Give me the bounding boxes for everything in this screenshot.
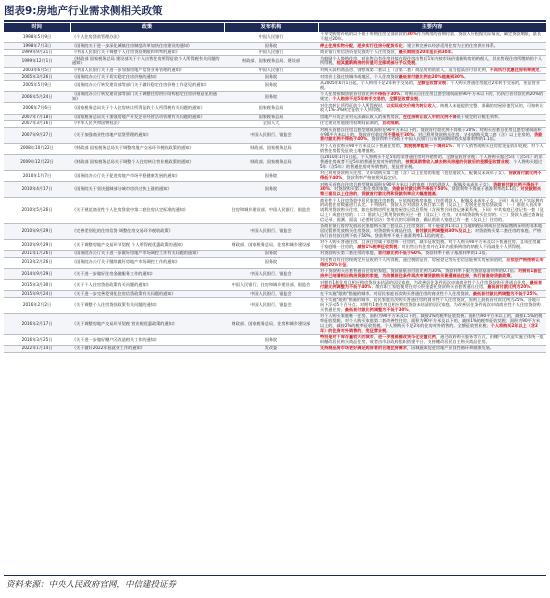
cell-content xyxy=(318,32,546,43)
cell-policy: 《中华人民共和国物权法》 xyxy=(70,121,224,128)
cell-policy: 《关于调整房地产交易环节契税 个人所得税优惠政策的通知》 xyxy=(70,239,224,250)
cell-org: 发改委 xyxy=(224,346,318,353)
cell-org: 财政部、国家税务总局、建设部 xyxy=(224,56,318,67)
policy-table-header xyxy=(4,23,546,32)
cell-org: 中国人民银行 xyxy=(224,32,318,43)
cell-org: 中国人民银行、银监会 xyxy=(224,127,318,143)
content-text: 对购买首套自住房且套型建筑面积在90平方米以下的，贷款首付款比例不得低于20%；对购买首套自住房且套型建筑面积在90平方米以上的，贷款首付款比例 xyxy=(320,127,542,137)
highlight-text: 不得低于30% xyxy=(373,91,401,97)
source-note: 资料来源：中央人民政府官网，中信建投证券 xyxy=(6,580,177,590)
content-text: ，贷款利率严格按照风险定价。 xyxy=(342,175,401,181)
cell-policy: 《国务院办公厅关于进一步做好房地产市场调控工作有关问题的通知》 xyxy=(70,251,224,258)
highlight-text: 应依法严格按转让所得的20%计征 xyxy=(320,257,544,267)
table-row xyxy=(4,127,546,143)
cell-policy: 《国务院关于坚决遏制部分城市房价过快上涨的通知》 xyxy=(70,182,224,198)
header-policy: 政策 xyxy=(70,23,224,32)
cell-content xyxy=(318,91,546,102)
content-text: ；对购买自住住房且套型建筑面积90平方米以下的，仍执行首付款比例20%的规定； xyxy=(320,91,544,102)
policy-table-body xyxy=(4,32,546,352)
content-text: 对个人购买普通住房，且该住房属于家庭唯一住房的，减半征收契税。对个人购买90平方米及以下普通住房，且该住房属于家庭唯一住房的， xyxy=(320,239,541,249)
table-row xyxy=(4,80,546,91)
highlight-text: 视其重新购房的价值可全部或部分予以免税 xyxy=(336,60,416,66)
cell-time: 2016年2月2日 xyxy=(4,298,70,314)
cell-time: 1998年7月3日 xyxy=(4,43,70,50)
table-row xyxy=(4,268,546,279)
cell-policy: 《关于个人住房贷款政策有关问题的通知》 xyxy=(70,280,224,291)
content-text: 商业银行用信贷资金发放的个人住房贷款， xyxy=(320,49,399,55)
highlight-text: 不得低于30% xyxy=(387,131,414,137)
content-text: 对房价上涨过快城市或地区，个人住房贷款 xyxy=(320,73,399,79)
content-text: 在不实施"限购"措施的城市，居民家庭首次购买普通住房的商业性个人住房贷款，原则上最低首付款比例为25%，各地可向下浮动5个百分点；对拥有1套住房且相应购房贷款未结清的居民家庭，为改善居住条件再次申请商业性个人住房贷款购买普通住房， xyxy=(320,297,541,312)
cell-policy: 《国务院办公厅转发建设部等部门关于调整住房供应结构稳定住房价格意见的通知》 xyxy=(70,91,224,102)
cell-org: 中国人民银行 xyxy=(224,67,318,74)
highlight-text: 贷款首付款比例不得低于40% xyxy=(320,131,543,142)
cell-content xyxy=(318,314,546,335)
cell-time: 2007年9月27日 xyxy=(4,127,70,143)
cell-org: 中国人民银行、银监会 xyxy=(224,291,318,298)
content-text: 自2010年1月1日起，个人将购买不足5年的非普通住房对外销售的，全额征收营业税；个人将购买超过5年（含5年）的非普通住房或者不足5年的普通住房对外销售的， xyxy=(320,154,543,165)
content-text: ，贷款利率不得低于中国人民银行公布的同期同档次基准利率的1.1倍。 xyxy=(367,136,498,142)
cell-time: 2014年9月29日 xyxy=(4,268,70,279)
cell-org: 国务院 xyxy=(224,251,318,258)
highlight-text: 30% xyxy=(406,32,417,37)
cell-time: 2010年1月7日 xyxy=(4,170,70,181)
cell-org: 中国人民银行、住房和城乡建设部、银监会 xyxy=(224,280,318,291)
content-text: 对个人购买家庭唯一住房，面积为90平方米及以下的，减按1%的税率征收契税；面积为90平方米以上的，减按1.5%的税率征收契税。对个人购买家庭第二套改善性住房，面积为90平方米及以下的，减按1%的税率征收契税；面积为90平方米以上的，减按2%的税率征收契税。个人将购买不足2年的住房对外销售的，全额征收营业税； xyxy=(320,313,543,328)
highlight-text: 以实际成交价格为转让收入 xyxy=(386,102,436,108)
cell-policy: 《财政部 国家税务总局 建设部关于个人出售住房所得征收个人所得税有关问题的通知》 xyxy=(70,56,224,67)
content-text: 商业性个人住房贷款中居民家庭住房套数，应依据拟购房家庭（包括借款人、配偶及未成年子女，下同）成员名下实际拥有的成套住房数量进行认定。下列情形，贷款人应对借款人执行第二套（及以上）差别化住房信贷政策：（一）借款人首次申请利用贷款购买住房，如在拟购房所在地房屋登记信息系统（含预售合同登记备案系统，下同）中其家庭已登记有一套（及以上）成套住房的；（二）借款人已利用贷款购买过一套（及以上）住房，又申请贷款购买住房的；（三）贷款人通过查询征信记录、面测、面谈（必要时居访）等形式的尽职调查，确认借款人家庭已有一套（及以上）住房的。 xyxy=(320,197,544,222)
cell-time: 2006年5月24日 xyxy=(4,91,70,102)
cell-time: 2016年2月17日 xyxy=(4,314,70,335)
table-row xyxy=(4,154,546,170)
cell-org: 中国人民银行、银监会 xyxy=(224,298,318,314)
content-text: 。 xyxy=(536,290,541,296)
content-text: ；对贷款购买第二套住房的家庭，严格执行首付款比例不低于50%、贷款利率不低于基准利率1.1倍的规定。 xyxy=(320,227,542,238)
content-text: 。 xyxy=(510,273,515,279)
cell-content xyxy=(318,298,546,314)
policy-table-container xyxy=(4,23,546,571)
cell-time: 2010年9月29日 xyxy=(4,239,70,250)
table-row xyxy=(4,314,546,335)
cell-time: 1999年9月21日 xyxy=(4,49,70,56)
cell-org: 财政部、国家税务总局 xyxy=(224,143,318,154)
content-text: 作为购房的首期付款，贷款人应根据实际情况，确定贷款期限，最长不超过20年。 xyxy=(320,32,542,42)
highlight-text: 停止住房实物分配，逐步实行住房分配货币化 xyxy=(320,42,403,48)
cell-time: 2005年3月26日 xyxy=(4,74,70,81)
content-text: 。 xyxy=(398,120,403,126)
cell-time: 2015年3月30日 xyxy=(4,280,70,291)
content-text: ；缴存职工家庭使用住房公积金委托贷款购买首套普通自住房， xyxy=(371,284,488,290)
content-text: 对贷款购买第二套住房的家庭， xyxy=(320,250,378,256)
cell-time: 2007年7月18日 xyxy=(4,114,70,121)
content-text: 。 xyxy=(464,73,469,79)
table-row xyxy=(4,43,546,50)
cell-policy: 《国务院办公厅转发建设部等部门关于做好稳定住房价格工作意见的通知》 xyxy=(70,80,224,91)
content-text: ，通过政府购买服务等方式，由棚户区改造实施主体统一组织棚改居民购买商品住房，或者由市县政府组织搭建平台，支持棚改居民自主购买商品住房。 xyxy=(320,334,544,344)
cell-policy: 《完善差别化的住房信贷 调整住房交易环节税收政策》 xyxy=(70,223,224,239)
table-row xyxy=(4,56,546,67)
cell-org: 财政部、国家税务总局 xyxy=(224,154,318,170)
content-text: 各商业银行暂停发放居民家庭购买第三套及以上住房贷款；对不能提供1年以上当地纳税证明或社会保险缴纳证明的非本地居民暂停发放购买住房贷款。对贷款购买商品住房， xyxy=(320,223,543,233)
cell-policy: 《关于规范商业性个人住房贷款中第二套住房认定标准的通知》 xyxy=(70,198,224,224)
cell-time: 1998年5月9日 xyxy=(4,32,70,43)
table-row xyxy=(4,74,546,81)
table-row xyxy=(4,298,546,314)
header-content: 主要内容 xyxy=(318,23,546,32)
content-text: ；个人将购买超过5年（含5年）的普通住房对外销售的，免征营业税。 xyxy=(320,159,543,169)
cell-org: 住房和城乡建设部、中国人民银行、银监会 xyxy=(224,198,318,224)
content-text: ，贷款利率不低于基准利率的1.1倍。 xyxy=(421,250,490,256)
cell-content xyxy=(318,257,546,268)
table-row xyxy=(4,239,546,250)
highlight-text: 贷款首付款比例不得低于30% xyxy=(320,181,539,192)
cell-policy: 《财政部 国家税务总局关于调整房地产交易环节税收政策的通知》 xyxy=(70,143,224,154)
cell-time: 2016年3月25日 xyxy=(4,334,70,345)
highlight-text: 对拥有1套住房并已结清相应购房贷款的家庭，为改善居住条件再次申请贷款购买普通商品住房，执行首套房贷款政策 xyxy=(320,268,542,279)
cell-time: 2010年4月17日 xyxy=(4,182,70,198)
table-row xyxy=(4,103,546,114)
content-text: 不享受购房补贴的以不低于所购住房全部价款的 xyxy=(320,32,407,37)
cell-time: 2013年2月26日 xyxy=(4,257,70,268)
cell-policy: 《国务院关于进一步深化城镇住房制度改革加快住房建设的通知》 xyxy=(70,43,224,50)
highlight-text: 最低首付款比例调整为不低于40% xyxy=(320,279,543,290)
header-org: 发布机构 xyxy=(224,23,318,32)
table-row xyxy=(4,114,546,121)
content-text: ；建立和完善以经济适用住房为主的住房供应体系。 xyxy=(402,42,499,48)
highlight-text: 最长期限由20年延长到30年 xyxy=(398,49,452,55)
table-row xyxy=(4,182,546,198)
content-text: 个人住房按揭贷款首付款比例 xyxy=(320,91,374,97)
cell-content xyxy=(318,143,546,154)
cell-policy: 《关于调整房地产交易环节契税 营业税优惠政策的通知》 xyxy=(70,314,224,335)
content-text: ；对出售自有住房并在1年内重新购房的纳税人不再减免个人所得税。 xyxy=(397,243,525,249)
header-row xyxy=(4,23,546,32)
table-row xyxy=(4,257,546,268)
cell-policy: 《关于做好2022年稳就业工作的通知》 xyxy=(70,346,224,353)
table-row xyxy=(4,170,546,181)
cell-time: 2010年5月26日 xyxy=(4,198,70,224)
cell-policy: 《关于调整个人住房贷款政策有关问题的通知》 xyxy=(70,298,224,314)
cell-time: 2015年9月24日 xyxy=(4,291,70,298)
cell-content xyxy=(318,268,546,279)
highlight-text: 全额征收营业税 xyxy=(417,80,447,86)
cell-content xyxy=(318,346,546,353)
cell-org: 国家税务总局 xyxy=(224,114,318,121)
highlight-text: 首付款比例调整到30%及以上 xyxy=(415,227,471,233)
cell-time: 2009年12月22日 xyxy=(4,154,70,170)
highlight-text: 首付款比例不低于60% xyxy=(377,250,422,256)
content-text: ，贷款利率不得低于基准利率的1.1倍； xyxy=(447,186,521,192)
cell-org: 全国人大 xyxy=(224,121,318,128)
content-text: 。 xyxy=(530,284,535,290)
cell-content xyxy=(318,280,546,291)
content-text: 房地产开发企业对无法确认收入的预售房款， xyxy=(320,114,403,119)
content-text: 。 xyxy=(418,96,423,102)
cell-policy: 《关于进一步做好棚户区改造相关工作的通知》 xyxy=(70,334,224,345)
highlight-text: 个人将购买2年以上（含2年）的住房对外销售的，免征营业税 xyxy=(320,322,538,333)
content-text: 对住房转让所得征收个人所得税时， xyxy=(320,102,387,108)
cell-org: 国务院 xyxy=(224,91,318,102)
cell-content xyxy=(318,127,546,143)
content-text: 。 xyxy=(415,60,420,66)
table-row xyxy=(4,291,546,298)
highlight-text: 最低首付款比例为20% xyxy=(487,284,531,290)
cell-policy: 《关于进一步完善差别化住房信贷政策有关问题的通知》 xyxy=(70,291,224,298)
content-text: ；对个人销售或购买住房暂免征收印花税；对个人销售住房暂免征收土地增值税。 xyxy=(320,143,544,153)
policy-table xyxy=(4,23,546,353)
cell-content xyxy=(318,291,546,298)
table-row xyxy=(4,143,546,154)
cell-content xyxy=(318,334,546,345)
content-text: 对出售自有住房按规定应征收的个人所得税，通过税收征管、房屋登记等历史信息能核实房屋原值的， xyxy=(320,257,507,263)
content-text: ；纳税人未能提供完整、准确的房屋原值凭证的，可按转让收入1%-3%核定征收个人所得税。 xyxy=(320,102,544,113)
cell-content xyxy=(318,170,546,181)
cell-org: 国务院 xyxy=(224,170,318,181)
highlight-text: 按照其销售收入减去购买房屋的价款后的差额征收营业税 xyxy=(405,159,509,165)
content-text: 对购买高档商品房、别墅或第二套以上（含第二套）商品房的借款人，适当提高首付款比例， xyxy=(320,67,490,73)
cell-policy: 《国务院办公厅关于切实稳定住房价格的通知》 xyxy=(70,74,224,81)
highlight-text: 特别是对于库存量较大的城市，进一步提高棚改货币化安置比例 xyxy=(320,334,436,340)
highlight-text: 契税税率暂统一下调到1% xyxy=(403,143,453,149)
content-text: 。 xyxy=(435,191,441,197)
source-divider xyxy=(4,575,546,576)
cell-content xyxy=(318,223,546,239)
cell-content xyxy=(318,239,546,250)
table-row xyxy=(4,91,546,102)
figure-title: 图表9:房地产行业需求侧相关政策 xyxy=(4,5,163,17)
table-row xyxy=(4,251,546,258)
cell-time: 2022年1月14日 xyxy=(4,346,70,353)
content-text: ；对已利用贷款购买住房、又申请购买第二套（含）以上住房的， xyxy=(413,131,534,137)
content-text: ；对贷款购买第二套住房的家庭， xyxy=(329,186,393,192)
cell-policy: 《国务院办公厅关于促进房地产市场平稳健康发展的通知》 xyxy=(70,170,224,181)
cell-policy: 《国家税务总局关于个人住房转让所得征收个人所得税有关问题的通知》 xyxy=(70,103,224,114)
cell-content xyxy=(318,67,546,74)
cell-content xyxy=(318,56,546,67)
cell-org: 国务院 xyxy=(224,182,318,198)
content-text: 对已利用贷款购买住房、又申请购买第二套（含）以上住房的家庭（包括借款人、配偶及未成年子女）， xyxy=(320,170,509,176)
cell-content xyxy=(318,154,546,170)
cell-org: 财政部、国家税务总局、住房和城乡建设部 xyxy=(224,239,318,250)
highlight-text: 自动续期 xyxy=(382,120,399,126)
content-text: 。 xyxy=(539,67,544,73)
table-row xyxy=(4,280,546,291)
content-text: 从2005年6月1日起，个人购房不足2年转手交易的， xyxy=(320,80,418,86)
cell-org: 财政部、国家税务总局、住房和城乡建设部 xyxy=(224,314,318,335)
content-text: 对拥有1套住房且相应购房贷款未结清的居民家庭，为改善居住条件再次申请商业性个人住房贷款购买普通自住房， xyxy=(320,279,530,285)
cell-org: 国务院 xyxy=(224,334,318,345)
cell-policy: 《国家税务总局关于加强房地产开发企业经营活动管理有关问题的通知》 xyxy=(70,114,224,121)
highlight-text: 支持商品房市场更好满足购房者的合理住房需求 xyxy=(320,345,407,351)
cell-policy: 《中国人民银行关于进一步加强房地产信贷业务管理的通知》 xyxy=(70,67,224,74)
cell-policy: 《中国人民银行关于调整个人住房贷款期限和利率的通知》 xyxy=(70,49,224,56)
highlight-text: 最低首付款比例调整为不低于30% xyxy=(344,306,409,312)
cell-org: 国务院 xyxy=(224,74,318,81)
cell-content xyxy=(318,103,546,114)
content-text: 。 xyxy=(346,261,351,267)
highlight-text: 最低首付款比例由20%提高到30% xyxy=(398,73,465,79)
header-time: 时间 xyxy=(4,23,70,32)
cell-org: 中国人民银行 xyxy=(224,49,318,56)
content-text: 对个人首次购买90平方米及以下普通住房的， xyxy=(320,143,404,149)
cell-content xyxy=(318,80,546,91)
table-row xyxy=(4,334,546,345)
highlight-text: 在住房转让收入中的比例不得 xyxy=(402,114,457,119)
highlight-text: 贷款首付款比例不得低于40% xyxy=(320,170,542,181)
cell-policy: 《个人住房贷款管理办法》 xyxy=(70,32,224,43)
content-text: 为鼓励个人换购住房，对出售自有住房并拟在现住房出售后1年内按市场价重新购房的纳税人，其出售现住房所缴纳的个人所得税， xyxy=(320,55,543,66)
table-row xyxy=(4,67,546,74)
content-text: ，因城施策促进房地产业良性循环和健康发展。 xyxy=(406,345,494,351)
highlight-text: 对贷款购买第三套及以上住房的，贷款首付款比例和贷款利率应大幅度提高 xyxy=(320,186,542,197)
cell-org: 国家税务总局 xyxy=(224,103,318,114)
highlight-text: 最低首付款比例调整为不低于25% xyxy=(472,290,537,296)
cell-org: 国务院 xyxy=(224,43,318,50)
title-divider xyxy=(4,20,546,22)
cell-time: 2008年10月22日 xyxy=(4,143,70,154)
content-text: 。 xyxy=(386,327,391,333)
cell-policy: 《关于加强商业性房地产信贷管理的通知》 xyxy=(70,127,224,143)
cell-time: 2005年5月9日 xyxy=(4,80,70,91)
table-row xyxy=(4,223,546,239)
highlight-text: 不再执行优惠住房利率规定 xyxy=(489,67,540,73)
cell-policy: 《关于进一步做好住房金融服务工作的通知》 xyxy=(70,268,224,279)
content-text: 在不实施"限购"措施的城市，对居民家庭首次购买普通住房的商业性个人住房贷款， xyxy=(320,290,473,296)
cell-policy: 《国务院办公厅关于继续做好房地产市场调控工作的通知》 xyxy=(70,257,224,268)
content-text: 对于贷款购买首套普通自住房的家庭，贷款最低首付款比例为30%，贷款利率下限为贷款基准利率的0.7倍； xyxy=(320,268,518,274)
content-text: 住宅建设用地使用权期间届满的， xyxy=(320,120,383,126)
content-text: ；个人购买普通住房超过2年转手交易的，免征营业税。 xyxy=(320,80,540,90)
cell-org: 中国人民银行、银监会 xyxy=(224,223,318,239)
content-text: 低于规定的计税毛利率。 xyxy=(456,114,503,119)
cell-time: 2006年7月6日 xyxy=(4,103,70,114)
cell-policy: 《财政部 国家税务总局关于调整个人住房转让营业税政策的通知》 xyxy=(70,154,224,170)
cell-content xyxy=(318,182,546,198)
cell-org: 国务院 xyxy=(224,80,318,91)
cell-content xyxy=(318,198,546,224)
cell-time: 2007年3月16日 xyxy=(4,121,70,128)
content-text: 。 xyxy=(408,306,413,312)
cell-time: 1999年12月1日 xyxy=(4,56,70,67)
content-text: 。 xyxy=(451,49,456,55)
cell-time: 2003年6月5日 xyxy=(4,67,70,74)
table-row xyxy=(4,198,546,224)
cell-org: 国务院 xyxy=(224,257,318,268)
highlight-text: 个人购房不足5年转手交易的，全额征收营业税 xyxy=(332,96,419,102)
cell-time: 2010年9月29日 xyxy=(4,223,70,239)
table-row xyxy=(4,346,546,353)
highlight-text: 贷款首付款比例不得低于50% xyxy=(392,186,448,192)
table-row xyxy=(4,32,546,43)
cell-org: 中国人民银行、银监会 xyxy=(224,268,318,279)
highlight-text: 减按1%税率征收契税 xyxy=(357,243,398,249)
cell-time: 2011年1月26日 xyxy=(4,251,70,258)
content-text: 对购买首套自住房且套型建筑面积在90平方米以上的家庭（包括借款人、配偶及未成年子女）， xyxy=(320,181,493,187)
